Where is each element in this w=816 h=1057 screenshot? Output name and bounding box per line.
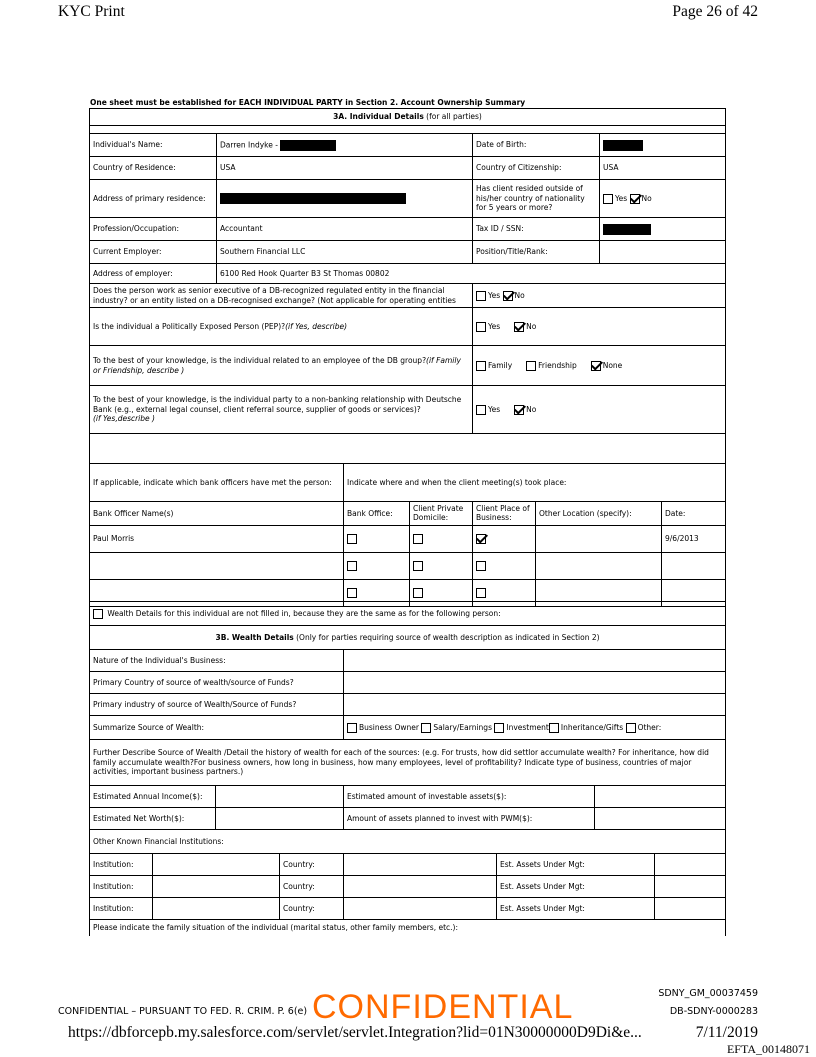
senior-yes-checkbox[interactable] bbox=[476, 291, 486, 301]
print-date: 7/11/2019 bbox=[695, 1024, 758, 1041]
position-label: Position/Title/Rank: bbox=[473, 241, 600, 264]
industry-label: Primary industry of source of Wealth/Source of Funds? bbox=[90, 694, 344, 716]
senior-exec-answer: Yes No bbox=[473, 284, 726, 308]
bates-number-2: DB-SDNY-0000283 bbox=[669, 1006, 758, 1017]
citizenship-value: USA bbox=[600, 157, 726, 180]
institution-value bbox=[153, 876, 280, 898]
page-number: Page 26 of 42 bbox=[672, 3, 758, 20]
party-answer: Yes No bbox=[473, 386, 726, 434]
officer-name: Paul Morris bbox=[90, 525, 344, 552]
column-header: Other Location (specify): bbox=[536, 502, 662, 526]
dob-label: Date of Birth: bbox=[473, 134, 600, 157]
redaction bbox=[220, 193, 406, 204]
inheritance-checkbox[interactable] bbox=[549, 723, 559, 733]
planned-value bbox=[595, 808, 726, 830]
meeting-question: Indicate where and when the client meeting(s) took place: bbox=[344, 464, 726, 502]
citizenship-label: Country of Citizenship: bbox=[473, 157, 600, 180]
country-label: Primary Country of source of wealth/source of Funds? bbox=[90, 672, 344, 694]
dob-value bbox=[600, 134, 726, 157]
investable-value bbox=[595, 786, 726, 808]
section-note: One sheet must be established for EACH INDIVIDUAL PARTY in Section 2. Account Ownership Summary bbox=[90, 98, 526, 107]
pep-yes-checkbox[interactable] bbox=[476, 322, 486, 332]
pep-no-checkbox[interactable] bbox=[514, 322, 524, 332]
aum-value bbox=[655, 898, 726, 920]
officer-name bbox=[90, 552, 344, 579]
employer-label: Current Employer: bbox=[90, 241, 217, 264]
country-label: Country: bbox=[280, 854, 344, 876]
aum-label: Est. Assets Under Mgt: bbox=[497, 854, 655, 876]
bates-number-1: SDNY_GM_00037459 bbox=[658, 988, 758, 999]
meeting-date bbox=[662, 552, 726, 579]
institution-row bbox=[90, 876, 726, 898]
profession-label: Profession/Occupation: bbox=[90, 218, 217, 241]
column-header: Client Place of Business: bbox=[473, 502, 536, 526]
redaction bbox=[280, 140, 336, 151]
place-of-business-checkbox[interactable] bbox=[476, 561, 486, 571]
institution-label: Institution: bbox=[90, 876, 153, 898]
employer-address-value: 6100 Red Hook Quarter B3 St Thomas 00802 bbox=[217, 264, 726, 284]
efta-number: EFTA_00148071 bbox=[726, 1042, 810, 1056]
address-label: Address of primary residence: bbox=[90, 180, 217, 218]
profession-value: Accountant bbox=[217, 218, 473, 241]
country-value bbox=[344, 672, 726, 694]
officers-question: If applicable, indicate which bank officers have met the person: bbox=[90, 464, 344, 502]
family-situation-question: Please indicate the family situation of the individual (marital status, other family members, etc.): bbox=[90, 920, 726, 936]
country-label: Country: bbox=[280, 898, 344, 920]
nature-value bbox=[344, 650, 726, 672]
column-header: Bank Office: bbox=[344, 502, 410, 526]
redaction bbox=[603, 140, 643, 151]
institution-row bbox=[90, 898, 726, 920]
taxid-value bbox=[600, 218, 726, 241]
private-domicile-checkbox[interactable] bbox=[413, 561, 423, 571]
resided-yes-checkbox[interactable] bbox=[603, 194, 613, 204]
family-checkbox[interactable] bbox=[476, 361, 486, 371]
meeting-date: 9/6/2013 bbox=[662, 525, 726, 552]
income-value bbox=[216, 786, 344, 808]
wealth-details-table bbox=[89, 601, 726, 936]
address-value bbox=[217, 180, 473, 218]
planned-label: Amount of assets planned to invest with PWM($): bbox=[344, 808, 595, 830]
none-checkbox[interactable] bbox=[591, 361, 601, 371]
aum-label: Est. Assets Under Mgt: bbox=[497, 898, 655, 920]
business-owner-checkbox[interactable] bbox=[347, 723, 357, 733]
employer-value: Southern Financial LLC bbox=[217, 241, 473, 264]
institution-row bbox=[90, 854, 726, 876]
resided-question: Has client resided outside of his/her country of nationality for 5 years or more? bbox=[473, 180, 600, 218]
print-title: KYC Print bbox=[58, 3, 125, 20]
column-header: Bank Officer Name(s) bbox=[90, 502, 344, 526]
source-options: Business Owner Salary/Earnings Investment Inheritance/Gifts Other: bbox=[344, 716, 726, 740]
aum-label: Est. Assets Under Mgt: bbox=[497, 876, 655, 898]
individual-details-table bbox=[89, 108, 726, 607]
bank-office-checkbox[interactable] bbox=[347, 534, 357, 544]
further-describe: Further Describe Source of Wealth /Detail the history of wealth for each of the sources: (e.g. For trusts, how did settlor accumulate wealth? For inheritance, how did family accumulate wealth?For business owners, how long in business, how many employees, level of profitability? Indicate type of business, countries of major activities, important business partners.) bbox=[90, 740, 726, 786]
party-question: To the best of your knowledge, is the individual party to a non-banking relationship with Deutsche Bank (e.g., external legal counsel, client referral source, supplier of goods or services)? (if Yes,describe ) bbox=[90, 386, 473, 434]
other-location bbox=[536, 525, 662, 552]
income-label: Estimated Annual Income($): bbox=[90, 786, 216, 808]
country-label: Country: bbox=[280, 876, 344, 898]
institution-value bbox=[153, 898, 280, 920]
summarize-label: Summarize Source of Wealth: bbox=[90, 716, 344, 740]
other-checkbox[interactable] bbox=[626, 723, 636, 733]
investment-checkbox[interactable] bbox=[494, 723, 504, 733]
bank-office-checkbox[interactable] bbox=[347, 588, 357, 598]
resided-no-checkbox[interactable] bbox=[630, 194, 640, 204]
party-no-checkbox[interactable] bbox=[514, 405, 524, 415]
friendship-checkbox[interactable] bbox=[526, 361, 536, 371]
party-yes-checkbox[interactable] bbox=[476, 405, 486, 415]
section-3b-title: 3B. Wealth Details (Only for parties requiring source of wealth description as indicated in Section 2) bbox=[90, 626, 726, 650]
same-as-row: Wealth Details for this individual are not filled in, because they are the same as for the following person: bbox=[90, 602, 726, 626]
name-label: Individual's Name: bbox=[90, 134, 217, 157]
position-value bbox=[600, 241, 726, 264]
redaction bbox=[603, 224, 651, 235]
senior-exec-question: Does the person work as senior executive of a DB-recognized regulated entity in the financial industry? or an entity listed on a DB-recognised exchange? (Not applicable for operating entities bbox=[90, 284, 473, 308]
country-value bbox=[344, 898, 497, 920]
senior-no-checkbox[interactable] bbox=[503, 291, 513, 301]
country-value bbox=[344, 854, 497, 876]
place-of-business-checkbox[interactable] bbox=[476, 588, 486, 598]
employer-address-label: Address of employer: bbox=[90, 264, 217, 284]
confidential-notice: CONFIDENTIAL – PURSUANT TO FED. R. CRIM. P. 6(e) bbox=[58, 1006, 308, 1017]
column-header: Date: bbox=[662, 502, 726, 526]
investable-label: Estimated amount of investable assets($): bbox=[344, 786, 595, 808]
aum-value bbox=[655, 854, 726, 876]
country-value bbox=[344, 876, 497, 898]
related-answer: Family Friendship None bbox=[473, 346, 726, 386]
aum-value bbox=[655, 876, 726, 898]
institution-label: Institution: bbox=[90, 898, 153, 920]
private-domicile-checkbox[interactable] bbox=[413, 534, 423, 544]
institution-value bbox=[153, 854, 280, 876]
name-value: Darren Indyke - bbox=[217, 134, 473, 157]
meeting-row bbox=[90, 552, 726, 579]
other-location bbox=[536, 552, 662, 579]
other-institutions-label: Other Known Financial Institutions: bbox=[90, 830, 726, 854]
place-of-business-checkbox[interactable] bbox=[476, 534, 486, 544]
same-as-checkbox[interactable] bbox=[93, 609, 103, 619]
meeting-row bbox=[90, 525, 726, 552]
institution-label: Institution: bbox=[90, 854, 153, 876]
related-question: To the best of your knowledge, is the individual related to an employee of the DB group?(if Family or Friendship, describe ) bbox=[90, 346, 473, 386]
residence-label: Country of Residence: bbox=[90, 157, 217, 180]
salary-checkbox[interactable] bbox=[421, 723, 431, 733]
private-domicile-checkbox[interactable] bbox=[413, 588, 423, 598]
taxid-label: Tax ID / SSN: bbox=[473, 218, 600, 241]
source-url: https://dbforcepb.my.salesforce.com/servlet/servlet.Integration?lid=01N30000000D9Di&e... bbox=[68, 1024, 642, 1041]
section-3a-title: 3A. Individual Details (for all parties) bbox=[90, 109, 726, 126]
column-header: Client Private Domicile: bbox=[410, 502, 473, 526]
networth-label: Estimated Net Worth($): bbox=[90, 808, 216, 830]
resided-answer: Yes No bbox=[600, 180, 726, 218]
nature-label: Nature of the Individual's Business: bbox=[90, 650, 344, 672]
pep-answer: Yes No bbox=[473, 308, 726, 346]
networth-value bbox=[216, 808, 344, 830]
residence-value: USA bbox=[217, 157, 473, 180]
confidential-stamp: CONFIDENTIAL bbox=[312, 988, 574, 1026]
industry-value bbox=[344, 694, 726, 716]
pep-question: Is the individual a Politically Exposed Person (PEP)?(if Yes, describe) bbox=[90, 308, 473, 346]
bank-office-checkbox[interactable] bbox=[347, 561, 357, 571]
